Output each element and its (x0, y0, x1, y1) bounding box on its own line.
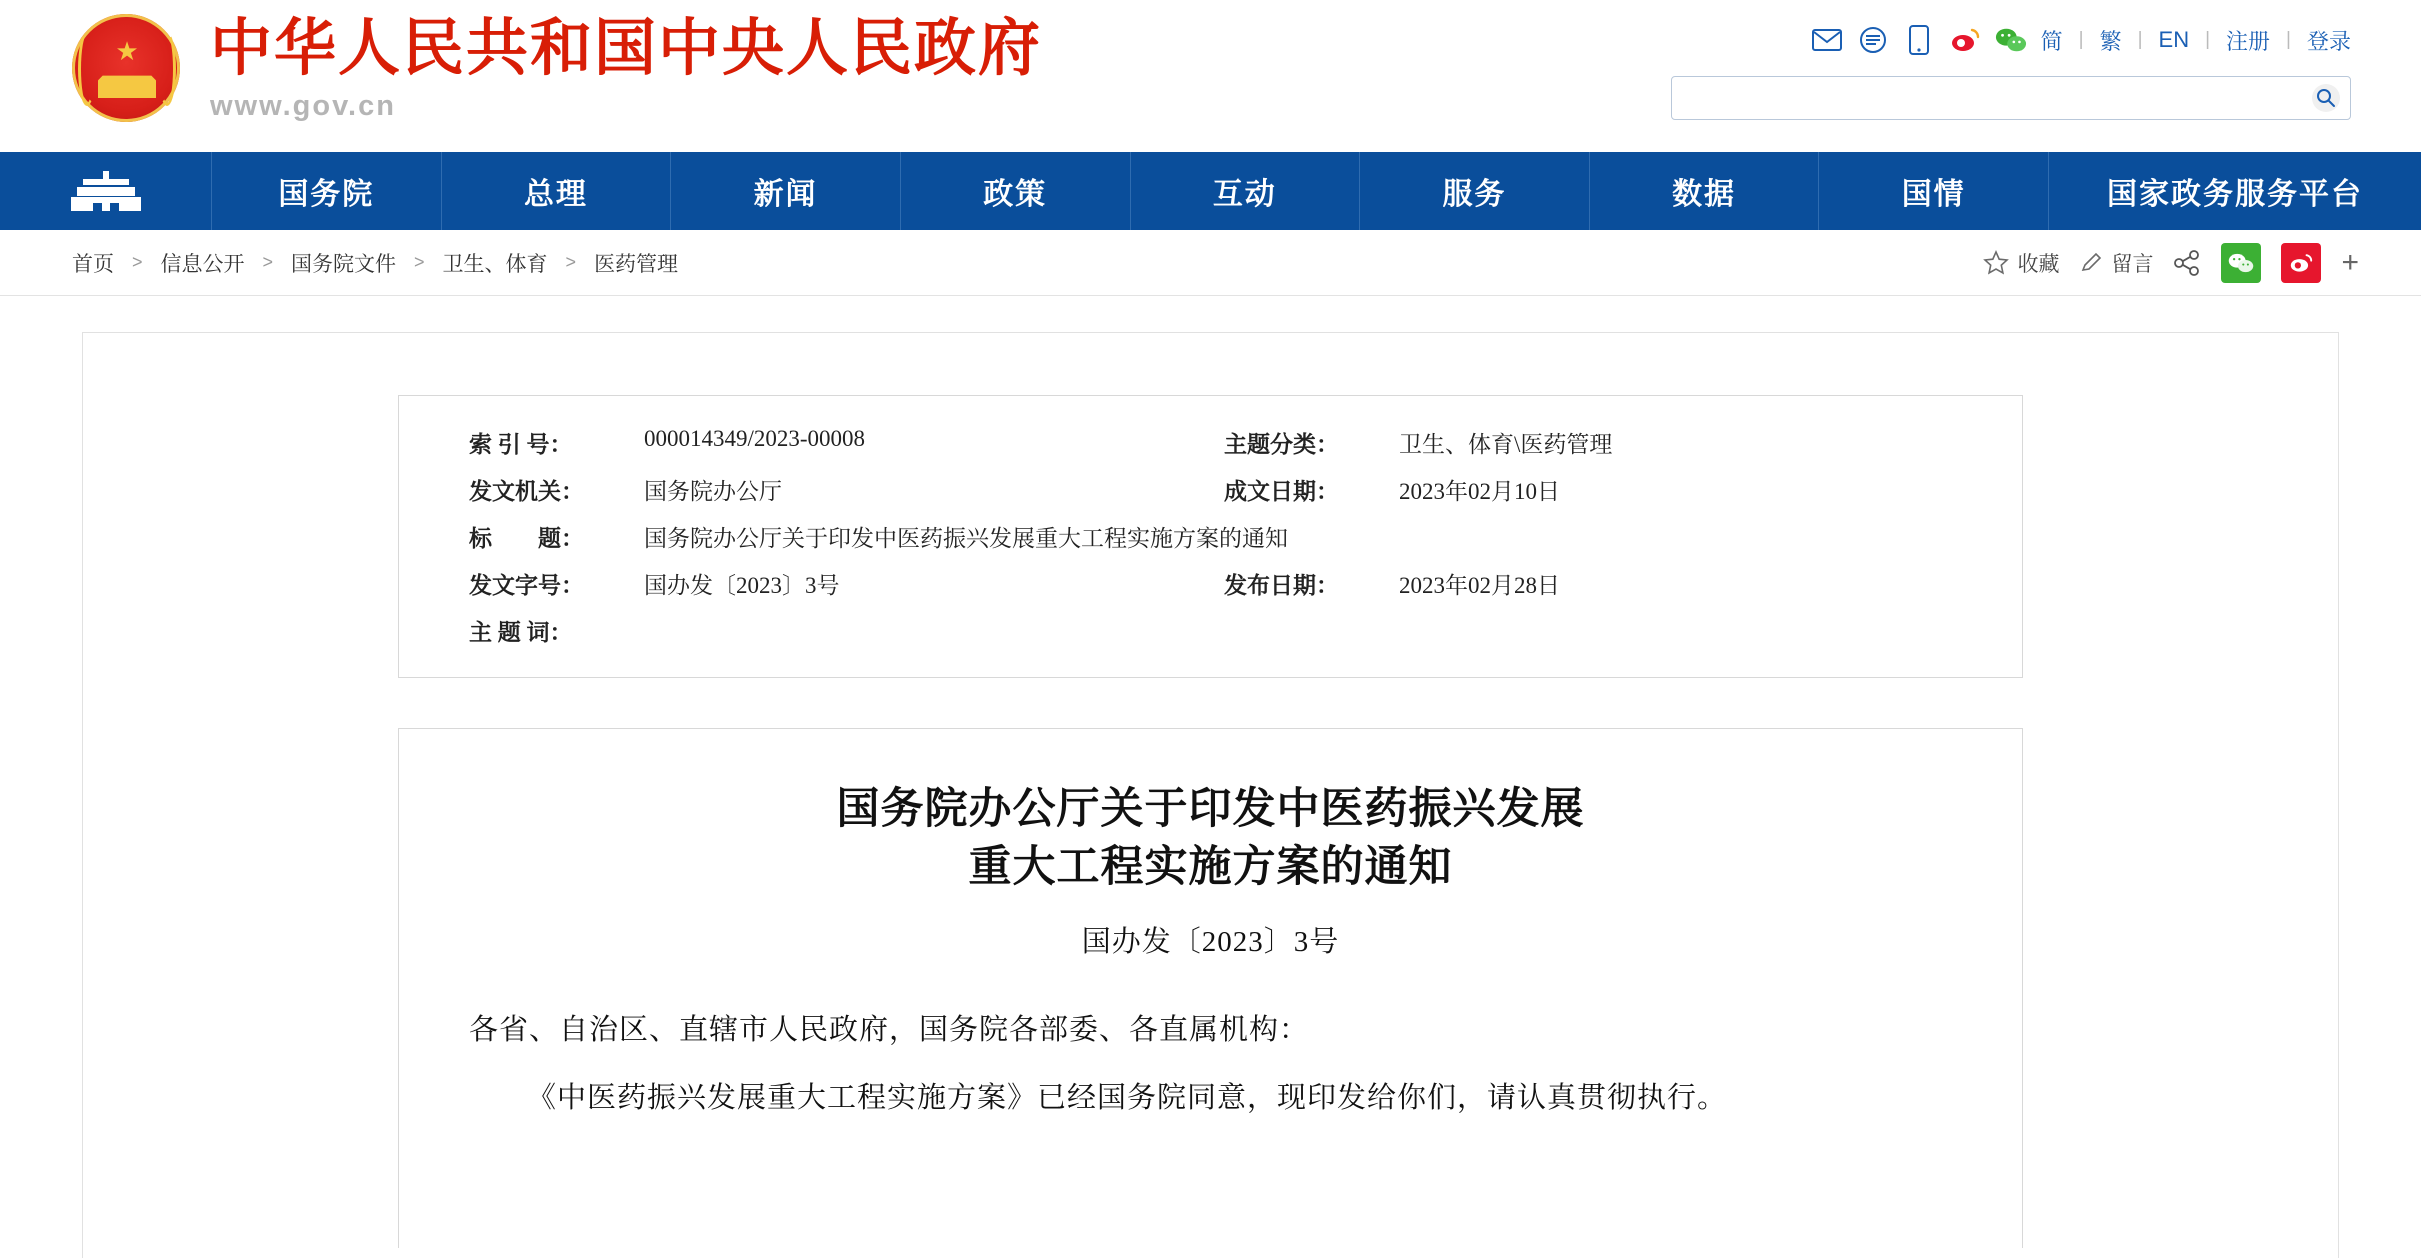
share-icon[interactable] (2173, 250, 2201, 276)
breadcrumb-item-docs[interactable]: 国务院文件 (291, 252, 397, 276)
lang-simplified-link[interactable]: 简 (2040, 28, 2063, 54)
document-body (398, 728, 2023, 1248)
content-area (0, 296, 2421, 1238)
document-title-line1: 国务院办公厅关于印发中医药振兴发展 (836, 786, 1585, 833)
breadcrumb-item-health[interactable]: 卫生、体育 (442, 252, 548, 276)
mail-icon[interactable] (1811, 24, 1843, 56)
page-tools (1983, 230, 2359, 295)
tiananmen-icon[interactable] (0, 152, 212, 230)
site-url: www.gov.cn (210, 90, 396, 122)
site-title-block[interactable] (210, 12, 1042, 123)
nav-zongli[interactable]: 总理 (442, 152, 672, 230)
meta-value-docnumber: 国办发〔2023〕3号 (644, 573, 840, 598)
meta-label-category: 主题分类： (1224, 432, 1339, 457)
breadcrumb-separator: > (262, 252, 274, 272)
separator: | (2137, 29, 2143, 50)
search-input[interactable] (1686, 86, 2312, 110)
breadcrumb-separator: > (132, 252, 143, 272)
meta-value-written-date: 2023年02月10日 (1399, 479, 1560, 504)
meta-label-title: 标 题： (469, 526, 584, 551)
lang-english-link[interactable]: EN (2158, 27, 2190, 52)
meta-label-keywords: 主 题 词： (469, 620, 573, 645)
mobile-icon[interactable] (1903, 24, 1935, 56)
meta-label-docnumber: 发文字号： (469, 573, 584, 598)
document-paragraph-1: 各省、自治区、直辖市人民政府，国务院各部委、各直属机构： (469, 1014, 1310, 1047)
breadcrumb-separator: > (414, 252, 425, 272)
login-link[interactable]: 登录 (2306, 28, 2351, 54)
register-link[interactable]: 注册 (2226, 28, 2271, 54)
national-emblem-icon: ★ (72, 14, 182, 124)
wechat-share-icon[interactable] (2221, 243, 2261, 283)
breadcrumb-bar (0, 230, 2421, 296)
weibo-icon[interactable] (1949, 24, 1981, 56)
meta-value-category[interactable]: 卫生、体育\医药管理 (1399, 432, 1613, 457)
more-share-button[interactable]: + (2341, 245, 2359, 279)
wechat-icon[interactable] (1995, 24, 2027, 56)
separator: | (2078, 29, 2084, 50)
meta-label-agency: 发文机关： (469, 479, 584, 504)
meta-label-publish-date: 发布日期： (1224, 573, 1339, 598)
document-number: 国办发〔2023〕3号 (1081, 926, 1340, 959)
page-frame (82, 332, 2339, 1258)
weibo-share-icon[interactable] (2281, 243, 2321, 283)
meta-value-index: 000014349/2023-00008 (644, 426, 866, 451)
search-button[interactable] (2312, 84, 2340, 112)
meta-value-publish-date: 2023年02月28日 (1399, 573, 1560, 598)
search-box[interactable] (1671, 76, 2351, 120)
nav-guoqing[interactable]: 国情 (1819, 152, 2049, 230)
breadcrumb-separator: > (565, 252, 577, 272)
message-label: 留言 (2111, 252, 2154, 276)
nav-xinwen[interactable]: 新闻 (671, 152, 901, 230)
main-navigation (0, 152, 2421, 230)
star-icon (1983, 250, 2009, 276)
breadcrumb-item-home[interactable]: 首页 (72, 252, 114, 276)
meta-value-title: 国务院办公厅关于印发中医药振兴发展重大工程实施方案的通知 (644, 526, 1288, 551)
site-title: 中华人民共和国中央人民政府 (210, 15, 1043, 83)
site-header (0, 0, 2421, 152)
message-button[interactable] (2079, 248, 2153, 278)
meta-value-agency: 国务院办公厅 (644, 479, 782, 504)
nav-shuju[interactable]: 数据 (1590, 152, 1820, 230)
header-right (1671, 18, 2351, 120)
nav-fuwu[interactable]: 服务 (1360, 152, 1590, 230)
nav-national-service-platform[interactable]: 国家政务服务平台 (2107, 178, 2363, 211)
document-paragraph-2: 《中医药振兴发展重大工程实施方案》已经国务院同意，现印发给你们，请认真贯彻执行。 (527, 1081, 1728, 1114)
meta-label-index: 索 引 号： (469, 432, 573, 457)
document-meta-box (398, 395, 2023, 678)
pencil-icon (2079, 251, 2103, 275)
breadcrumb-item-info[interactable]: 信息公开 (160, 252, 245, 276)
document-meta-grid (469, 426, 1952, 647)
header-icon-row (1671, 18, 2351, 62)
rss-icon[interactable] (1857, 24, 1889, 56)
meta-value-keywords (644, 614, 1952, 647)
separator: | (2286, 29, 2291, 50)
favorite-label: 收藏 (2017, 252, 2060, 276)
lang-traditional-link[interactable]: 繁 (2099, 28, 2122, 54)
favorite-button[interactable] (1983, 248, 2059, 278)
breadcrumb (72, 248, 678, 278)
document-title-line2: 重大工程实施方案的通知 (968, 844, 1453, 892)
nav-zhengce[interactable]: 政策 (901, 152, 1131, 230)
separator: | (2205, 29, 2211, 50)
article-container (398, 333, 2023, 1248)
nav-guowuyuan[interactable]: 国务院 (212, 152, 442, 230)
meta-label-written-date: 成文日期： (1224, 479, 1339, 504)
nav-hudong[interactable]: 互动 (1131, 152, 1361, 230)
breadcrumb-item-medicine[interactable]: 医药管理 (594, 252, 679, 276)
page-title (469, 781, 1952, 897)
